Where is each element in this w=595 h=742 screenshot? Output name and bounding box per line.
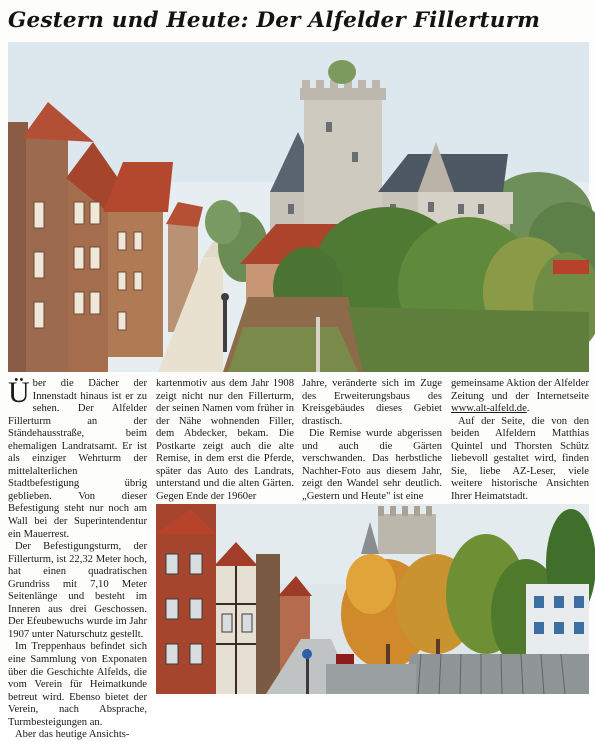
headline: Gestern und Heute: Der Alfelder Fillerturm: [8, 8, 541, 33]
drop-cap: Ü: [8, 376, 30, 409]
website-link[interactable]: www.alt-alfeld.de: [451, 403, 527, 415]
paragraph-text: ber die Dächer der Innenstadt hinaus ist er zu sehen. Der Alfelder Fillerturm an der Ständehausstraße, beim ehemaligen Landratsamt. Er ist als einziger Wehrturm der mittelalterlichen Stadtbefestigung übrig geblieben. Von dieser Befestigung steht nur noch am Wall bei der Superintendentur ein Mauerrest.: [8, 378, 147, 540]
article-paragraph: Aber das heutige Ansichts-: [15, 729, 130, 741]
article-paragraph: Der Befestigungsturm, der Fillerturm, ist 22,32 Meter hoch, hat einen quadratischen Grundriss mit 7,10 Meter Seitenlänge und besteht im Inneren aus drei Geschossen. Der Efeubewuchs wurde im Jahr 1907 unter Naturschutz gestellt.: [8, 541, 147, 640]
article-column-2: [156, 378, 294, 502]
article-paragraph: Jahre, veränderte sich im Zuge des Erweiterungsbaus des Kreisgebäudes dieses Gebiet drastisch.: [302, 378, 442, 427]
historic-postcard-photo: [8, 42, 589, 372]
paragraph-text: gemeinsame Aktion der Alfelder Zeitung und der Internetseite: [451, 378, 589, 402]
article-paragraph: kartenmotiv aus dem Jahr 1908 zeigt nicht nur den Fillerturm, der seinen Namen vom früher in der Nähe wohnenden Filler, dem Abdecker, bekam. Die Postkarte zeigt auch die alte Remise, in dem erst die Pferde, später das Auto des Landrats, unterstand und die alten Gärten. Gegen Ende der 1960er: [156, 378, 294, 502]
article-paragraph: Im Treppenhaus befindet sich eine Sammlung von Exponaten über die Geschichte Alfelds, die vom Verein für Heimatkunde betreut wird. Ebenso bietet der Verein, nach Absprache, Turmbesteigungen an.: [8, 641, 147, 728]
article-paragraph: Die Remise wurde abgerissen und auch die Gärten verschwanden. Das herbstliche Nachher-Foto aus diesem Jahr, zeigt den Wandel sehr deutlich. „Gestern und Heute" ist eine: [302, 428, 442, 502]
article-column-1: [8, 376, 147, 741]
article-paragraph: Auf der Seite, die von den beiden Alfeldern Matthias Quintel und Thorsten Schütz liebevoll gestaltet wird, finden Sie, liebe AZ-Leser, viele weitere historische Ansichten Ihrer Heimatstadt.: [451, 415, 589, 502]
article-column-4: [451, 378, 589, 502]
paragraph-text: .: [526, 403, 530, 415]
article-column-3: [302, 378, 442, 502]
article-paragraph: [451, 378, 589, 416]
modern-autumn-photo: [156, 504, 589, 694]
article-paragraph: [8, 378, 147, 541]
